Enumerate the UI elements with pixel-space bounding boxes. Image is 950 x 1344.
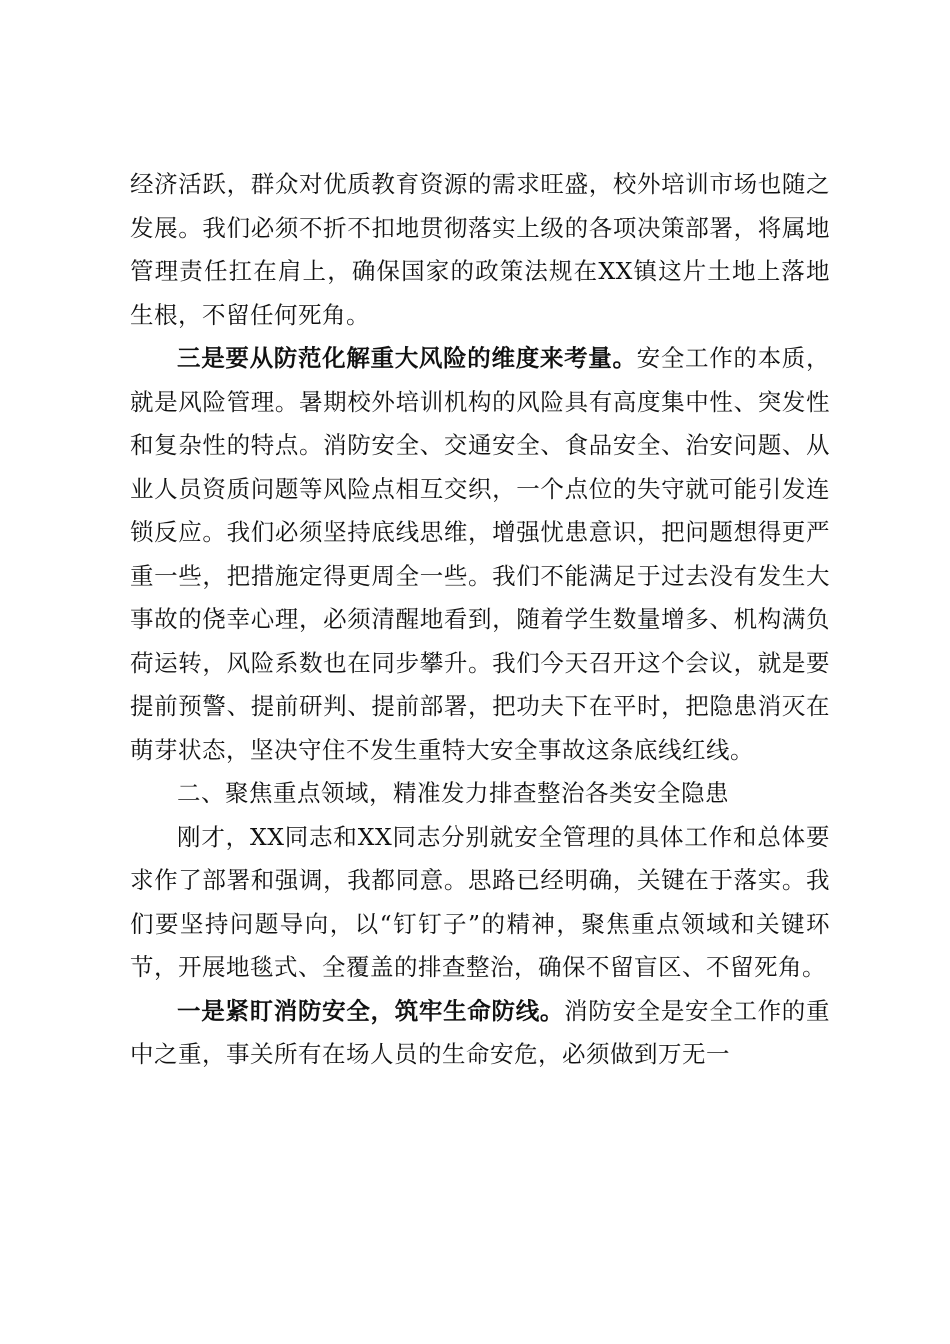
paragraph-fire-safety	[130, 990, 830, 1077]
section-heading: 二、聚焦重点领域，精准发力排查整治各类安全隐患	[177, 779, 729, 807]
paragraph-continuation: 经济活跃，群众对优质教育资源的需求旺盛，校外培训市场也随之发展。我们必须不折不扣地贯彻落实上级的各项决策部署，将属地管理责任扛在肩上，确保国家的政策法规在XX镇这片土地上落地生根，不留任何死角。	[130, 170, 830, 329]
paragraph-lead-bold: 三是要从防范化解重大风险的维度来考量。	[177, 344, 637, 372]
paragraph-risk	[130, 337, 830, 772]
paragraph-text: 安全工作的本质，就是风险管理。暑期校外培训机构的风险具有高度集中性、突发性和复杂性的特点。消防安全、交通安全、食品安全、治安问题、从业人员资质问题等风险点相互交织，一个点位的失守就可能引发连锁反应。我们必须坚持底线思维，增强忧患意识，把问题想得更严重一些，把措施定得更周全一些。我们不能满足于过去没有发生大事故的侥幸心理，必须清醒地看到，随着学生数量增多、机构满负荷运转，风险系数也在同步攀升。我们今天召开这个会议，就是要提前预警、提前研判、提前部署，把功夫下在平时，把隐患消灭在萌芽状态，坚决守住不发生重特大安全事故这条底线红线。	[130, 344, 831, 764]
paragraph-text: 消防安全是安全工作的重中之重，事关所有在场人员的生命安危，必须做到万无一	[130, 996, 831, 1068]
paragraph-lead-bold: 一是紧盯消防安全，筑牢生命防线。	[177, 996, 565, 1025]
paragraph-focus: 刚才，XX同志和XX同志分别就安全管理的具体工作和总体要求作了部署和强调，我都同意。思路已经明确，关键在于落实。我们要坚持问题导向，以“钉钉子”的精神，聚焦重点领域和关键环节，开展地毯式、全覆盖的排查整治，确保不留盲区、不留死角。	[130, 822, 830, 981]
document-body	[130, 163, 830, 1077]
